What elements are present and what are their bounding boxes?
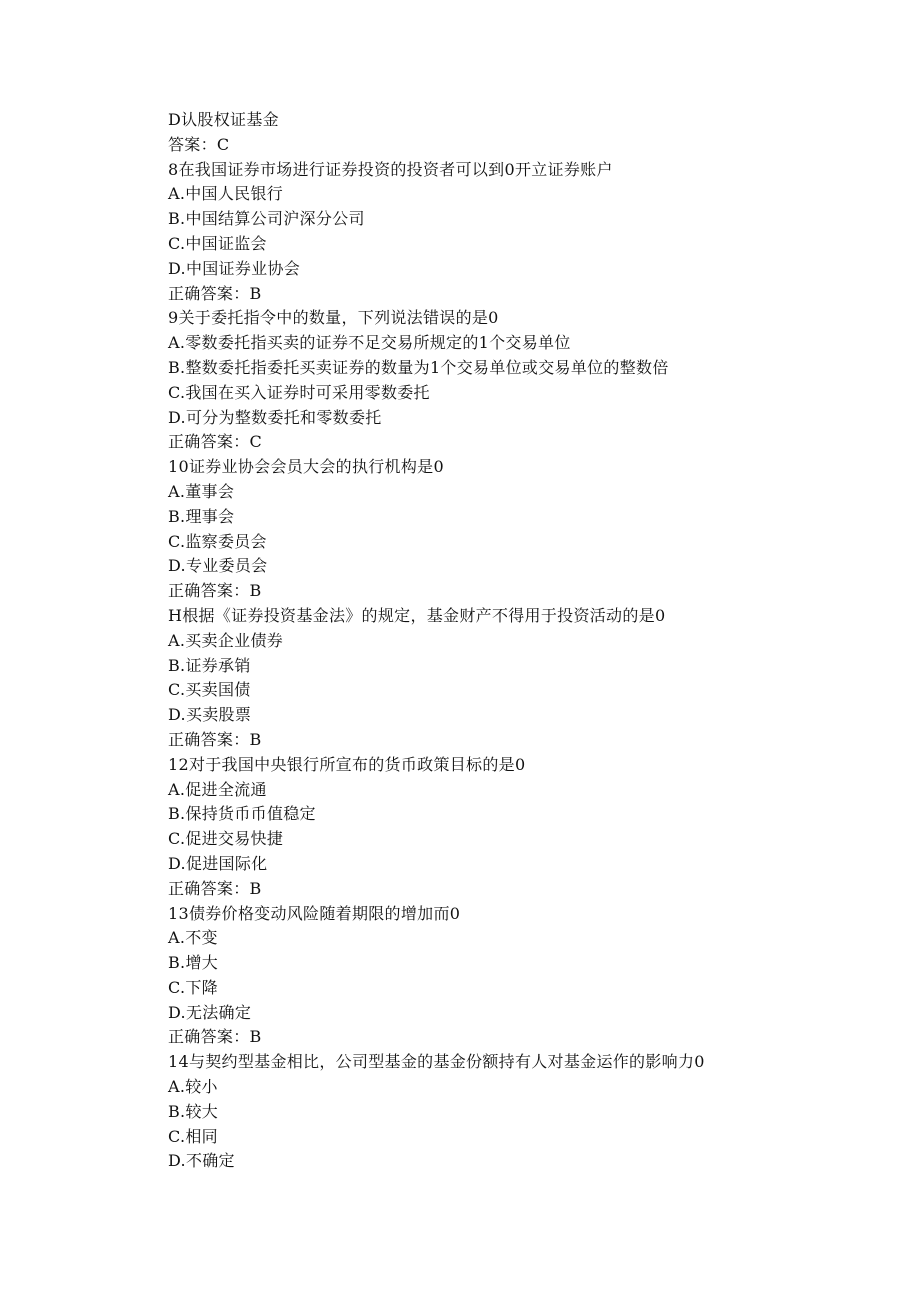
option-line: D.促进国际化 bbox=[168, 853, 268, 873]
option-line: C.监察委员会 bbox=[168, 531, 267, 551]
answer-line: 正确答案：B bbox=[168, 729, 262, 749]
option-line: D.专业委员会 bbox=[168, 556, 268, 576]
answer-line: 正确答案：B bbox=[168, 1027, 262, 1047]
option-line: D.可分为整数委托和零数委托 bbox=[168, 407, 382, 427]
option-line: D认股权证基金 bbox=[168, 110, 279, 129]
option-line: B.证券承销 bbox=[168, 655, 251, 675]
question-line: 10证券业协会会员大会的执行机构是0 bbox=[168, 457, 444, 477]
option-line: C.相同 bbox=[168, 1126, 218, 1146]
option-line: A.零数委托指买卖的证券不足交易所规定的1个交易单位 bbox=[168, 333, 571, 353]
option-line: B.理事会 bbox=[168, 506, 235, 526]
answer-line: 正确答案：B bbox=[168, 581, 262, 601]
option-line: C.促进交易快捷 bbox=[168, 829, 284, 849]
option-line: A.买卖企业债券 bbox=[168, 630, 284, 650]
option-line: D.买卖股票 bbox=[168, 705, 252, 725]
option-line: B.整数委托指委托买卖证券的数量为1个交易单位或交易单位的整数倍 bbox=[168, 357, 669, 377]
option-line: C.下降 bbox=[168, 977, 218, 997]
option-line: C.我国在买入证券时可采用零数委托 bbox=[168, 382, 430, 402]
option-line: D.无法确定 bbox=[168, 1002, 252, 1022]
option-line: B.中国结算公司沪深分公司 bbox=[168, 209, 365, 229]
option-line: A.中国人民银行 bbox=[168, 184, 284, 204]
answer-line: 正确答案：B bbox=[168, 283, 262, 303]
option-line: D.不确定 bbox=[168, 1151, 235, 1171]
option-line: C.中国证监会 bbox=[168, 233, 267, 253]
option-line: C.买卖国债 bbox=[168, 680, 251, 700]
option-line: A.董事会 bbox=[168, 481, 235, 501]
question-line: 12对于我国中央银行所宣布的货币政策目标的是0 bbox=[168, 754, 526, 774]
option-line: B.保持货币币值稳定 bbox=[168, 804, 316, 824]
answer-line: 正确答案：B bbox=[168, 878, 262, 898]
option-line: A.较小 bbox=[168, 1077, 218, 1097]
option-line: A.促进全流通 bbox=[168, 779, 267, 799]
question-line: 9关于委托指令中的数量，下列说法错误的是0 bbox=[168, 308, 499, 328]
option-line: D.中国证券业协会 bbox=[168, 258, 301, 278]
question-line: 14与契约型基金相比，公司型基金的基金份额持有人对基金运作的影响力0 bbox=[168, 1052, 705, 1072]
document-page bbox=[168, 108, 868, 1174]
answer-line: 答案：C bbox=[168, 134, 230, 154]
question-line: H根据《证券投资基金法》的规定，基金财产不得用于投资活动的是0 bbox=[168, 605, 666, 625]
question-line: 13债券价格变动风险随着期限的增加而0 bbox=[168, 903, 461, 923]
option-line: B.较大 bbox=[168, 1101, 219, 1121]
option-line: A.不变 bbox=[168, 928, 218, 948]
question-line: 8在我国证券市场进行证券投资的投资者可以到0开立证券账户 bbox=[168, 159, 613, 179]
option-line: B.增大 bbox=[168, 953, 219, 973]
answer-line: 正确答案：C bbox=[168, 432, 263, 452]
